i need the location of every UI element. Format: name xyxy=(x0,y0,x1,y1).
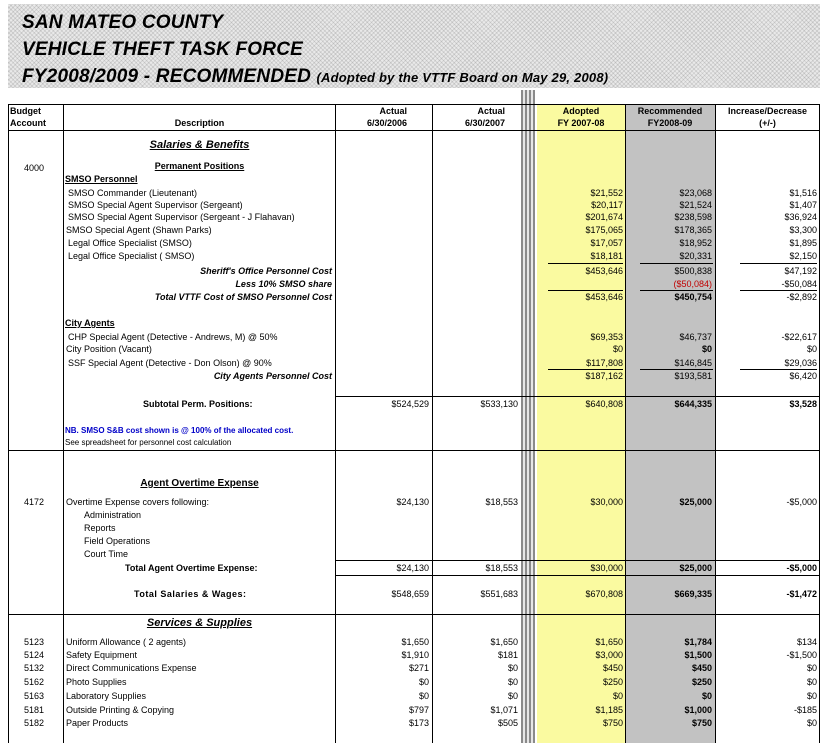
overtime-total-label: Total Agent Overtime Expense: xyxy=(125,563,258,573)
header-change: Increase/Decrease xyxy=(727,106,808,116)
row-change: $1,895 xyxy=(789,238,817,248)
row-account: 5162 xyxy=(24,677,45,687)
row-description: Photo Supplies xyxy=(66,677,127,687)
grid-line xyxy=(432,104,433,743)
smso-personnel-heading: SMSO Personnel xyxy=(65,174,138,184)
row-description: City Position (Vacant) xyxy=(66,344,152,354)
vttf-cost-label: Total VTTF Cost of SMSO Personnel Cost xyxy=(154,292,332,302)
city-cost-adopted: $187,162 xyxy=(585,371,623,381)
subtotal-rule xyxy=(740,290,817,291)
column-divider xyxy=(521,90,535,743)
row-account: 5181 xyxy=(24,705,45,715)
title-line-2: VEHICLE THEFT TASK FORCE xyxy=(22,39,304,60)
subtotal-rule xyxy=(740,263,817,264)
subtotal-rule xyxy=(640,263,713,264)
row-account: 5163 xyxy=(24,691,45,701)
header-description: Description xyxy=(174,118,225,128)
row-description: SMSO Special Agent (Shawn Parks) xyxy=(66,225,212,235)
grid-line xyxy=(819,104,820,743)
section-rule xyxy=(8,450,820,451)
row-adopted: $175,065 xyxy=(585,225,623,235)
section-services-heading: Services & Supplies xyxy=(146,617,253,629)
city-cost-label: City Agents Personnel Cost xyxy=(213,371,332,381)
row-adopted: $69,353 xyxy=(590,332,623,342)
smso-share-label: Less 10% SMSO share xyxy=(235,279,332,289)
section-rule xyxy=(8,614,820,615)
title-banner xyxy=(8,4,820,88)
row-account: 5132 xyxy=(24,663,45,673)
row-recommended: $250 xyxy=(691,677,712,687)
row-adopted: $250 xyxy=(602,677,623,687)
row-change: $0 xyxy=(806,718,817,728)
row-description: Legal Office Specialist ( SMSO) xyxy=(68,251,195,261)
row-change: $29,036 xyxy=(784,358,817,368)
subtotal-rule xyxy=(335,560,820,561)
header-recommended-fy: FY2008-09 xyxy=(647,118,693,128)
header-adopted-fy: FY 2007-08 xyxy=(557,118,605,128)
row-adopted: $117,808 xyxy=(586,358,623,368)
row-recommended: $238,598 xyxy=(674,212,712,222)
subtotal-rule xyxy=(740,369,817,370)
row-adopted: $0 xyxy=(612,344,623,354)
row-adopted: $201,674 xyxy=(585,212,623,222)
subtotal-adopted: $640,808 xyxy=(585,399,623,409)
total-salaries-adopted: $670,808 xyxy=(585,589,623,599)
grid-line xyxy=(335,104,336,743)
row-description: Uniform Allowance ( 2 agents) xyxy=(66,637,187,647)
row-change: -$1,500 xyxy=(786,650,817,660)
permanent-positions-label: Permanent Positions xyxy=(154,161,245,171)
overtime-total-recommended: $25,000 xyxy=(679,563,712,573)
total-salaries-recommended: $669,335 xyxy=(674,589,712,599)
row-change: $134 xyxy=(796,637,817,647)
overtime-item: Administration xyxy=(84,510,142,520)
row-actual-2007: $1,071 xyxy=(490,705,518,715)
overtime-adopted: $30,000 xyxy=(590,497,623,507)
row-adopted: $0 xyxy=(612,691,623,701)
row-account: 5182 xyxy=(24,718,45,728)
row-description: SMSO Special Agent Supervisor (Sergeant - J Flahavan) xyxy=(68,212,295,222)
row-recommended: $750 xyxy=(691,718,712,728)
row-actual-2007: $1,650 xyxy=(490,637,518,647)
header-change-sub: (+/-) xyxy=(759,118,776,128)
subtotal-actual-2006: $524,529 xyxy=(391,399,429,409)
subtotal-recommended: $644,335 xyxy=(674,399,712,409)
row-description: Direct Communications Expense xyxy=(66,663,197,673)
grid-line xyxy=(63,104,64,743)
subtotal-rule xyxy=(640,369,713,370)
sheriff-cost-adopted: $453,646 xyxy=(585,266,623,276)
row-description: SMSO Special Agent Supervisor (Sergeant) xyxy=(68,200,243,210)
row-change: $3,300 xyxy=(789,225,817,235)
row-recommended: $0 xyxy=(701,691,712,701)
subtotal-rule xyxy=(335,575,820,576)
row-recommended: $21,524 xyxy=(679,200,712,210)
section-salaries-heading: Salaries & Benefits xyxy=(149,139,250,151)
row-adopted: $20,117 xyxy=(591,200,623,210)
overtime-total-actual-2007: $18,553 xyxy=(485,563,518,573)
row-description: SMSO Commander (Lieutenant) xyxy=(68,188,198,198)
city-agents-heading: City Agents xyxy=(65,318,115,328)
row-adopted: $450 xyxy=(602,663,623,673)
vttf-cost-change: -$2,892 xyxy=(786,292,817,302)
row-description: Laboratory Supplies xyxy=(66,691,147,701)
row-change: $0 xyxy=(806,663,817,673)
overtime-total-adopted: $30,000 xyxy=(590,563,623,573)
sheriff-cost-recommended: $500,838 xyxy=(674,266,712,276)
header-recommended: Recommended xyxy=(637,106,703,116)
header-top-rule xyxy=(8,104,820,105)
row-actual-2006: $1,650 xyxy=(401,637,429,647)
overtime-actual-2007: $18,553 xyxy=(485,497,518,507)
smso-share-recommended: ($50,084) xyxy=(673,279,712,289)
subtotal-rule xyxy=(640,290,713,291)
row-description: SSF Special Agent (Detective - Don Olson) @ 90% xyxy=(68,358,272,368)
row-adopted: $21,552 xyxy=(590,188,623,198)
row-actual-2006: $797 xyxy=(408,705,429,715)
row-recommended: $1,784 xyxy=(684,637,712,647)
row-change: $0 xyxy=(806,344,817,354)
row-adopted: $750 xyxy=(602,718,623,728)
subtotal-rule xyxy=(548,263,623,264)
vttf-cost-adopted: $453,646 xyxy=(585,292,623,302)
row-recommended: $178,365 xyxy=(674,225,712,235)
row-actual-2006: $271 xyxy=(408,663,429,673)
row-recommended: $23,068 xyxy=(679,188,712,198)
row-recommended: $450 xyxy=(691,663,712,673)
row-description: Legal Office Specialist (SMSO) xyxy=(68,238,192,248)
overtime-item: Court Time xyxy=(84,549,129,559)
row-change: $0 xyxy=(806,677,817,687)
adopted-note: (Adopted by the VTTF Board on May 29, 2008) xyxy=(316,70,609,85)
overtime-heading: Agent Overtime Expense xyxy=(140,478,259,489)
row-recommended: $20,331 xyxy=(679,251,712,261)
subtotal-change: $3,528 xyxy=(789,399,817,409)
row-change: $2,150 xyxy=(789,251,817,261)
row-adopted: $1,650 xyxy=(595,637,623,647)
row-change: $1,516 xyxy=(789,188,817,198)
overtime-total-change: -$5,000 xyxy=(786,563,817,573)
title-line-1: SAN MATEO COUNTY xyxy=(22,12,224,33)
total-salaries-change: -$1,472 xyxy=(786,589,817,599)
row-recommended: $46,737 xyxy=(679,332,712,342)
row-adopted: $1,185 xyxy=(595,705,623,715)
row-recommended: $0 xyxy=(701,344,712,354)
account-4172: 4172 xyxy=(24,497,45,507)
row-description: Outside Printing & Copying xyxy=(66,705,175,715)
sheriff-cost-change: $47,192 xyxy=(784,266,817,276)
account-4000: 4000 xyxy=(24,163,45,173)
row-adopted: $17,057 xyxy=(590,238,623,248)
grid-line xyxy=(8,104,9,743)
row-description: CHP Special Agent (Detective - Andrews, M) @ 50% xyxy=(68,332,278,342)
row-actual-2007: $0 xyxy=(507,691,518,701)
city-cost-change: $6,420 xyxy=(789,371,817,381)
header-actual-2007-date: 6/30/2007 xyxy=(464,118,505,128)
overtime-item: Reports xyxy=(84,523,116,533)
row-actual-2006: $0 xyxy=(418,677,429,687)
row-account: 5123 xyxy=(24,637,45,647)
sheriff-cost-label: Sheriff's Office Personnel Cost xyxy=(200,266,332,276)
overtime-recommended: $25,000 xyxy=(679,497,712,507)
smso-share-change: -$50,084 xyxy=(781,279,817,289)
row-actual-2006: $173 xyxy=(408,718,429,728)
subtotal-rule xyxy=(548,369,623,370)
row-account: 5124 xyxy=(24,650,45,660)
row-recommended: $1,500 xyxy=(684,650,712,660)
row-recommended: $18,952 xyxy=(679,238,712,248)
overtime-description: Overtime Expense covers following: xyxy=(66,497,210,507)
row-change: $0 xyxy=(806,691,817,701)
row-change: $36,924 xyxy=(784,212,817,222)
note-spreadsheet: See spreadsheet for personnel cost calculation xyxy=(65,438,232,447)
row-actual-2006: $1,910 xyxy=(401,650,429,660)
overtime-change: -$5,000 xyxy=(786,497,817,507)
subtotal-actual-2007: $533,130 xyxy=(480,399,518,409)
row-recommended: $1,000 xyxy=(684,705,712,715)
total-salaries-label: Total Salaries & Wages: xyxy=(134,589,247,599)
header-account: Account xyxy=(10,118,46,128)
row-actual-2007: $505 xyxy=(497,718,518,728)
subtotal-rule xyxy=(335,396,820,397)
vttf-cost-recommended: $450,754 xyxy=(674,292,712,302)
row-recommended: $146,845 xyxy=(674,358,712,368)
total-salaries-actual-2007: $551,683 xyxy=(480,589,518,599)
row-actual-2007: $0 xyxy=(507,663,518,673)
row-actual-2007: $0 xyxy=(507,677,518,687)
row-adopted: $3,000 xyxy=(595,650,623,660)
row-change: -$22,617 xyxy=(781,332,817,342)
row-change: -$185 xyxy=(793,705,817,715)
overtime-item: Field Operations xyxy=(84,536,151,546)
header-actual-2006-date: 6/30/2006 xyxy=(366,118,407,128)
header-bottom-rule xyxy=(8,130,820,131)
row-actual-2006: $0 xyxy=(418,691,429,701)
title-line-3 xyxy=(22,66,608,88)
header-adopted: Adopted xyxy=(562,106,600,116)
overtime-actual-2006: $24,130 xyxy=(396,497,429,507)
total-salaries-actual-2006: $548,659 xyxy=(391,589,429,599)
row-change: $1,407 xyxy=(789,200,817,210)
note-allocated-cost: NB. SMSO S&B cost shown is @ 100% of the allocated cost. xyxy=(65,426,294,435)
city-cost-recommended: $193,581 xyxy=(674,371,712,381)
title-fy: FY2008/2009 - RECOMMENDED xyxy=(22,66,312,87)
header-actual-2006: Actual xyxy=(379,106,407,116)
row-description: Paper Products xyxy=(66,718,129,728)
row-actual-2007: $181 xyxy=(497,650,518,660)
row-description: Safety Equipment xyxy=(66,650,138,660)
header-actual-2007: Actual xyxy=(477,106,505,116)
header-budget: Budget xyxy=(10,106,41,116)
overtime-total-actual-2006: $24,130 xyxy=(396,563,429,573)
row-adopted: $18,181 xyxy=(590,251,623,261)
subtotal-perm-label: Subtotal Perm. Positions: xyxy=(143,399,253,409)
subtotal-rule xyxy=(548,290,623,291)
